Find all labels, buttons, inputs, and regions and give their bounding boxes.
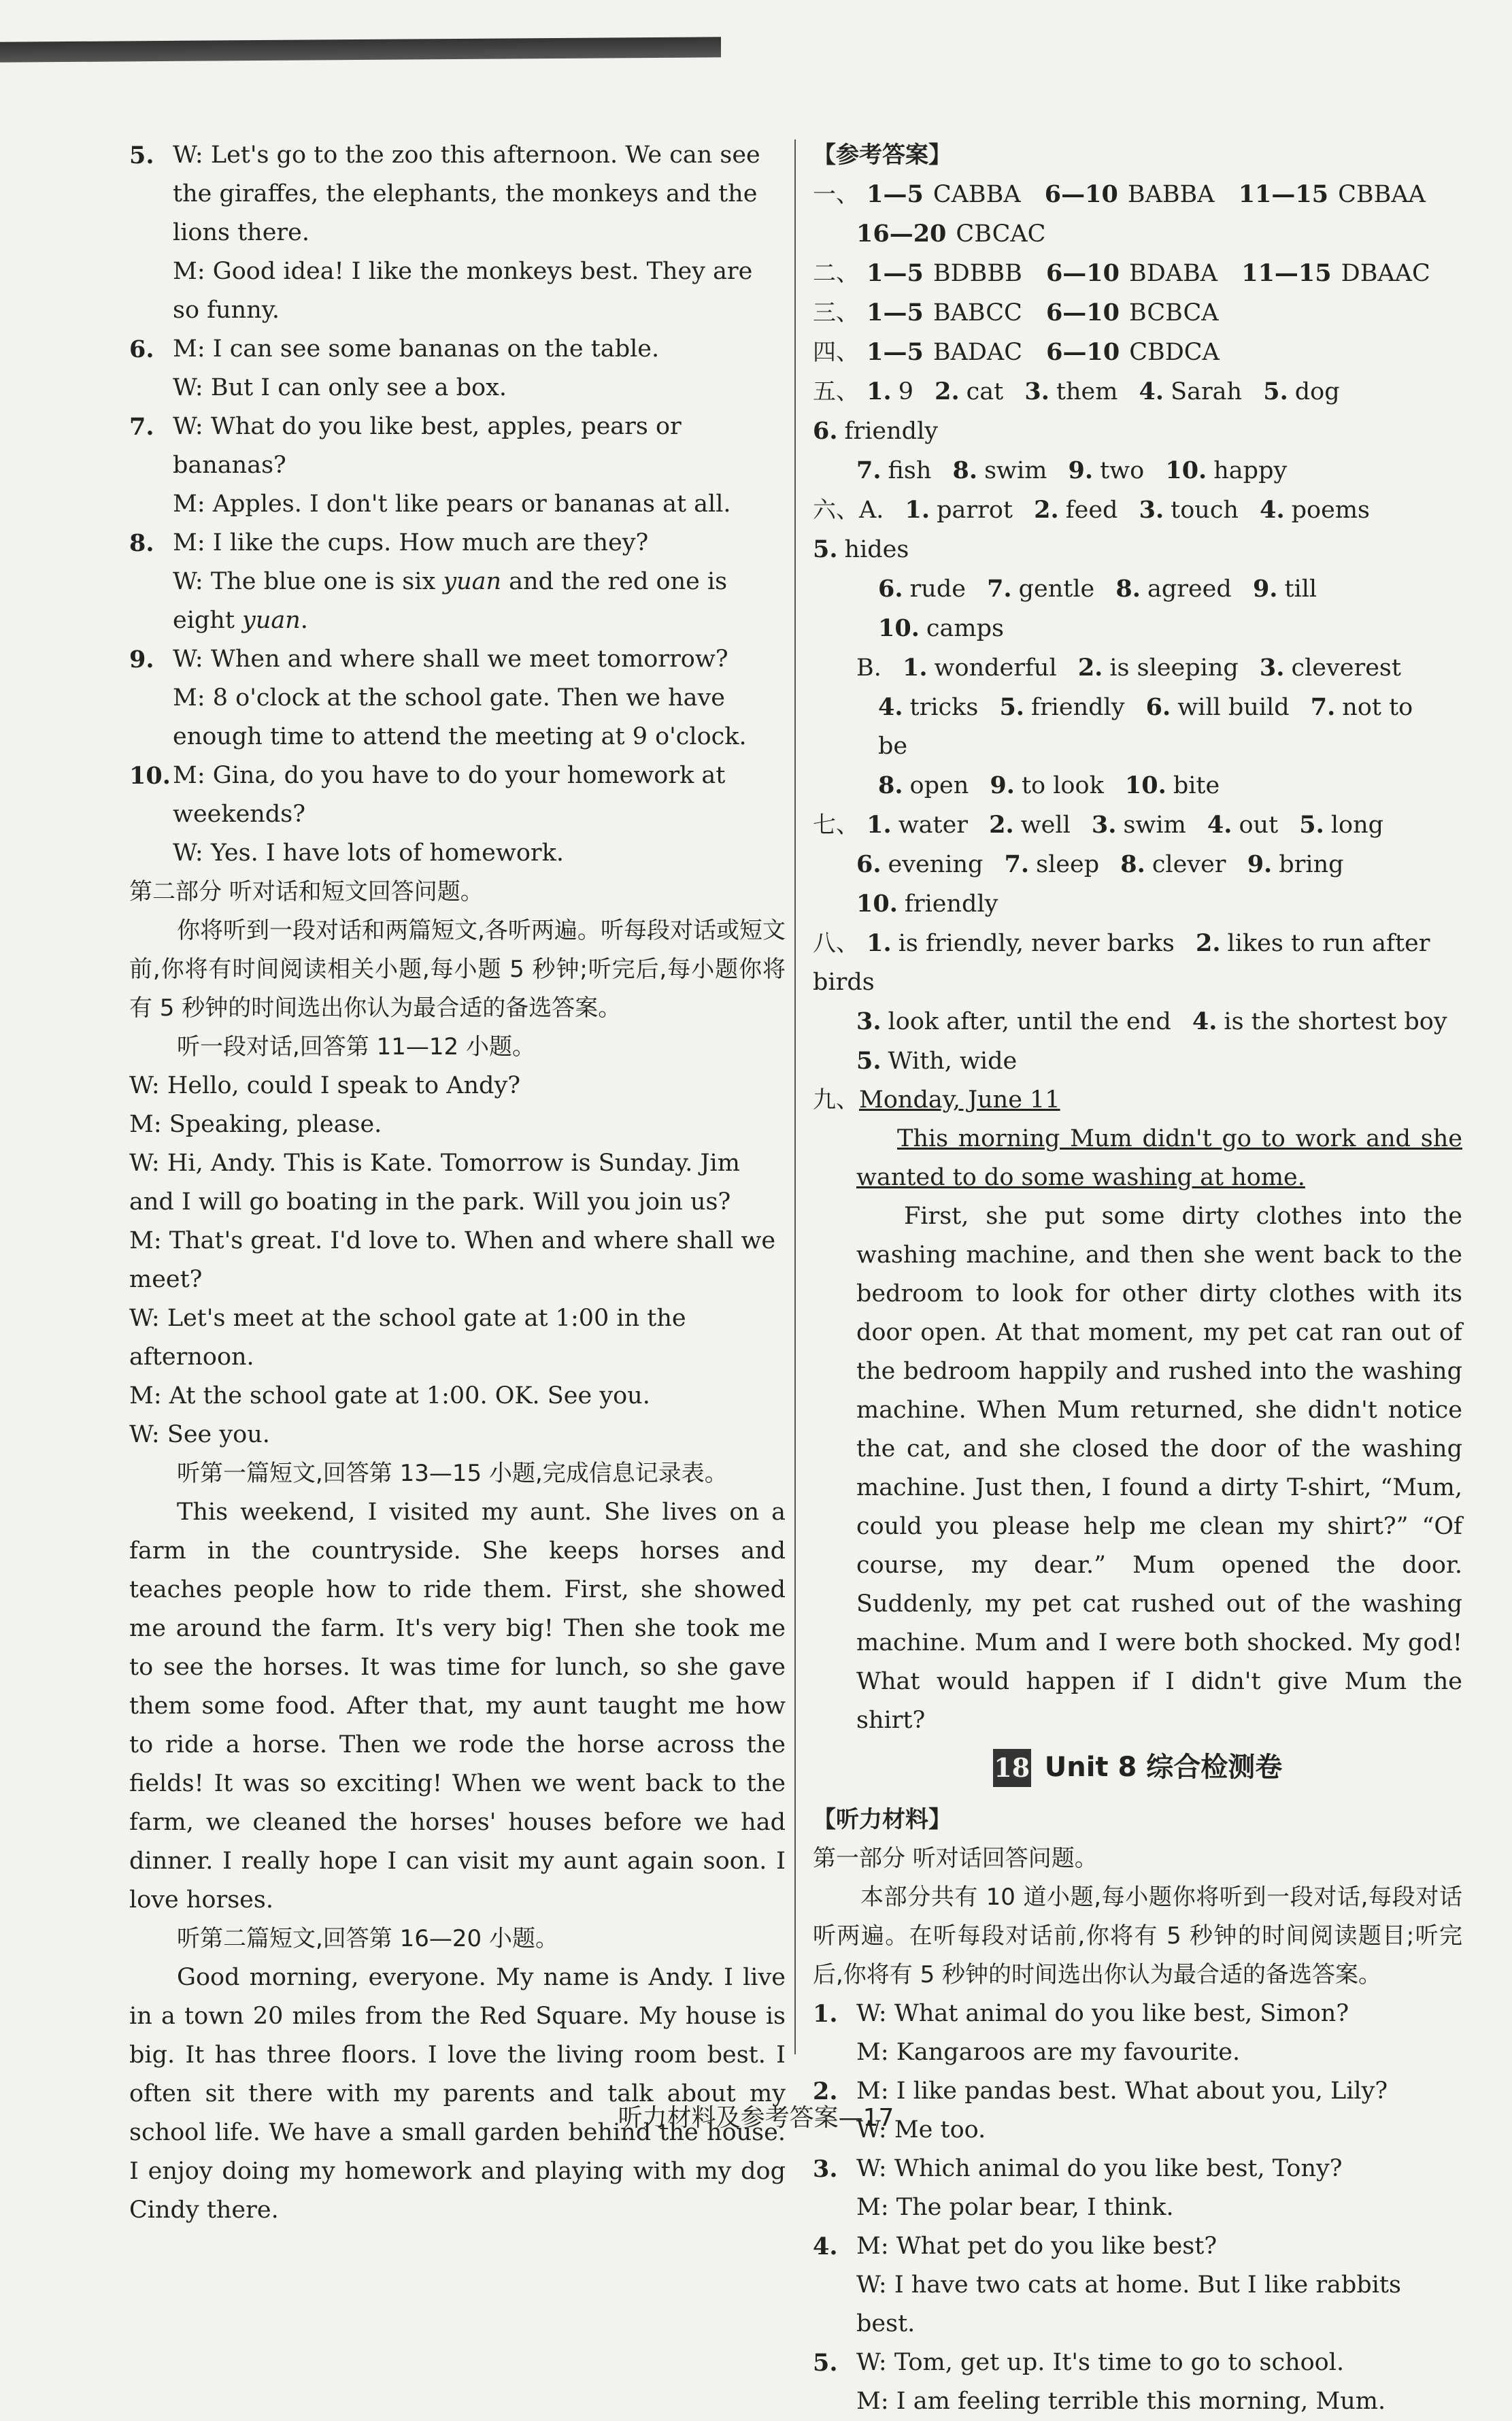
answer-section-1: 一、 1—5 CABBA 6—10 BABBA 11—15 CBBAA 16—20 CBCAC (813, 180, 1426, 248)
unit-title: 18 Unit 8 综合检测卷 (813, 1748, 1462, 1787)
short-dialogue: 1. W: What animal do you like best, Simon? M: Kangaroos are my favourite. (813, 2000, 1349, 2066)
answer-section-2: 二、 1—5 BDBBB 6—10 BDABA 11—15 DBAAC (813, 259, 1430, 287)
listening-title: 【听力材料】 (813, 1806, 952, 1833)
dialogue-7: 7. W: What do you like best, apples, pears or bananas? M: Apples. I don't like pears or bananas at all. (129, 413, 731, 518)
dialogue-line: M: At the school gate at 1:00. OK. See you. (129, 1382, 650, 1409)
passage2-heading: 听第二篇短文,回答第 16—20 小题。 (177, 1925, 558, 1952)
dialogue-10: 10. M: Gina, do you have to do your homework at weekends? W: Yes. I have lots of homework. (129, 762, 726, 867)
answer-section-5: 五、 1. 9 2. cat 3. them 4. Sarah 5. dog 6. friendly 7. fish 8. swim 9. two 10. happy (813, 378, 1340, 484)
answer-section-4: 四、 1—5 BADAC 6—10 CBDCA (813, 338, 1220, 366)
part1-title: 第一部分 听对话回答问题。 (813, 1845, 1098, 1872)
right-column (813, 136, 1462, 2421)
dialogue-line: W: See you. (129, 1421, 270, 1448)
dialogue-line: M: Speaking, please. (129, 1111, 382, 1138)
essay-body: First, she put some dirty clothes into the washing machine, and then she went back to the bedroom to look for other dirty clothes with its door open. At that moment, my pet cat ran out of the bedroom happily and rushed into the washing machine. When Mum returned, she didn't notice the cat, and she closed the door of the washing machine. Just then, I found a dirty T-shirt, “Mum, could you please help me clean my shirt?” “Of course, my dear.” Mum opened the door. Suddenly, my pet cat rushed out of the washing machine. Mum and I were both shocked. My god! What would happen if I didn't give Mum the shirt? (856, 1203, 1462, 1734)
dialogue-line: M: That's great. I'd love to. When and where shall we meet? (129, 1227, 776, 1293)
answer-section-9: 九、Monday, June 11 This morning Mum didn't go to work and she wanted to do some washing at home. First, she put some dirty clothes into the washing machine, and then she went back to the bedroom to look for other dirty clothes with its door open. At that moment, my pet cat ran out of the bedroom happily and rushed into the washing machine. When Mum returned, she didn't notice the cat, and she closed the door of the washing machine. Just then, I found a dirty T-shirt, “Mum, could you please help me clean my shirt?” “Of course, my dear.” Mum opened the door. Suddenly, my pet cat rushed out of the washing machine. Mum and I were both shocked. My god! What would happen if I didn't give Mum the shirt? (813, 1081, 1462, 1740)
short-dialogues (813, 1994, 1462, 2421)
dialogue-line: W: Hello, could I speak to Andy? (129, 1072, 520, 1099)
part2-instructions: 你将听到一段对话和两篇短文,各听两遍。听每段对话或短文前,你将有时间阅读相关小题,每小题 5 秒钟;听完后,每小题你将有 5 秒钟的时间选出你认为最合适的备选答案。 (129, 917, 786, 1022)
column-divider (794, 139, 796, 2054)
short-dialogue: 2. M: I like pandas best. What about you, Lily? W: Me too. (813, 2077, 1388, 2143)
dialogue-6: 6. M: I can see some bananas on the table. W: But I can only see a box. (129, 335, 660, 401)
left-column (129, 136, 786, 2230)
dialogue-line: W: Let's meet at the school gate at 1:00 in the afternoon. (129, 1305, 686, 1371)
unit-number-badge: 18 (993, 1749, 1031, 1787)
passage1-heading: 听第一篇短文,回答第 13—15 小题,完成信息记录表。 (177, 1460, 728, 1487)
long-dialogue (129, 1067, 786, 1454)
page-footer: 听力材料及参考答案—17 (618, 2104, 894, 2132)
dialogue-5: 5. W: Let's go to the zoo this afternoon. We can see the giraffes, the elephants, the monkeys and the lions there. M: Good idea! I like the monkeys best. They are so funny. (129, 141, 760, 324)
dialogue-9: 9. W: When and where shall we meet tomorrow? M: 8 o'clock at the school gate. Then we have enough time to attend the meeting at 9 o'clock. (129, 646, 747, 750)
answer-section-7: 七、 1. water 2. well 3. swim 4. out 5. long 6. evening 7. sleep 8. clever 9. bring 10. friendly (813, 811, 1384, 918)
short-dialogue: 3. W: Which animal do you like best, Tony? M: The polar bear, I think. (813, 2155, 1343, 2221)
answer-section-8: 八、 1. is friendly, never barks 2. likes to run after birds 3. look after, until the end 4. is the shortest boy 5. With, wide (813, 929, 1447, 1075)
passage1-text: This weekend, I visited my aunt. She lives on a farm in the countryside. She keeps horses and teaches people how to ride them. First, she showed me around the farm. It's very big! Then she took me to see the horses. It was time for lunch, so she gave them some food. After that, my aunt taught me how to ride a horse. Then we rode the horse across the fields! It was so exciting! When we went back to the farm, we cleaned the horses' houses before we had dinner. I really hope I can visit my aunt again soon. I love horses. (129, 1499, 786, 1914)
essay-date: Monday, June 11 (859, 1086, 1060, 1114)
answers-title: 【参考答案】 (813, 141, 952, 169)
short-dialogue: 5. W: Tom, get up. It's time to go to school. M: I am feeling terrible this morning, Mum. (813, 2349, 1386, 2415)
top-edge-bar (0, 37, 721, 62)
dialogue-line: W: Hi, Andy. This is Kate. Tomorrow is Sunday. Jim and I will go boating in the park. Will you join us? (129, 1150, 740, 1216)
essay-first-sentence: This morning Mum didn't go to work and she wanted to do some washing at home. (856, 1125, 1462, 1191)
short-dialogue: 4. M: What pet do you like best? W: I have two cats at home. But I like rabbits best. (813, 2233, 1401, 2337)
part1-instructions: 本部分共有 10 道小题,每小题你将听到一段对话,每段对话听两遍。在听每段对话前,你将有 5 秒钟的时间阅读题目;听完后,你将有 5 秒钟的时间选出你认为最合适的备选答案。 (813, 1884, 1462, 1988)
answer-section-6: 六、A. 1. parrot 2. feed 3. touch 4. poems 5. hides 6. rude 7. gentle 8. agreed 9. till 10. camps B. 1. wonderful 2. is sleeping 3. cleverest 4. tricks 5. friendly 6. will build 7. not to be 8. open 9. to look 10. bite (813, 496, 1413, 799)
part2-title: 第二部分 听对话和短文回答问题。 (129, 878, 484, 905)
dialogue-8: 8. M: I like the cups. How much are they? W: The blue one is six yuan and the red one is eight yuan. (129, 524, 786, 640)
passage2-text: Good morning, everyone. My name is Andy. I live in a town 20 miles from the Red Square. My house is big. It has three floors. I love the living room best. I often sit there with my parents and talk about my school life. We have a small garden behind the house. I enjoy doing my homework and playing with my dog Cindy there. (129, 1964, 786, 2224)
answer-section-3: 三、 1—5 BABCC 6—10 BCBCA (813, 299, 1219, 327)
dialogue-8-reply: W: The blue one is six yuan and the red one is eight yuan. (173, 568, 728, 634)
dialogue-heading: 听一段对话,回答第 11—12 小题。 (177, 1033, 535, 1061)
